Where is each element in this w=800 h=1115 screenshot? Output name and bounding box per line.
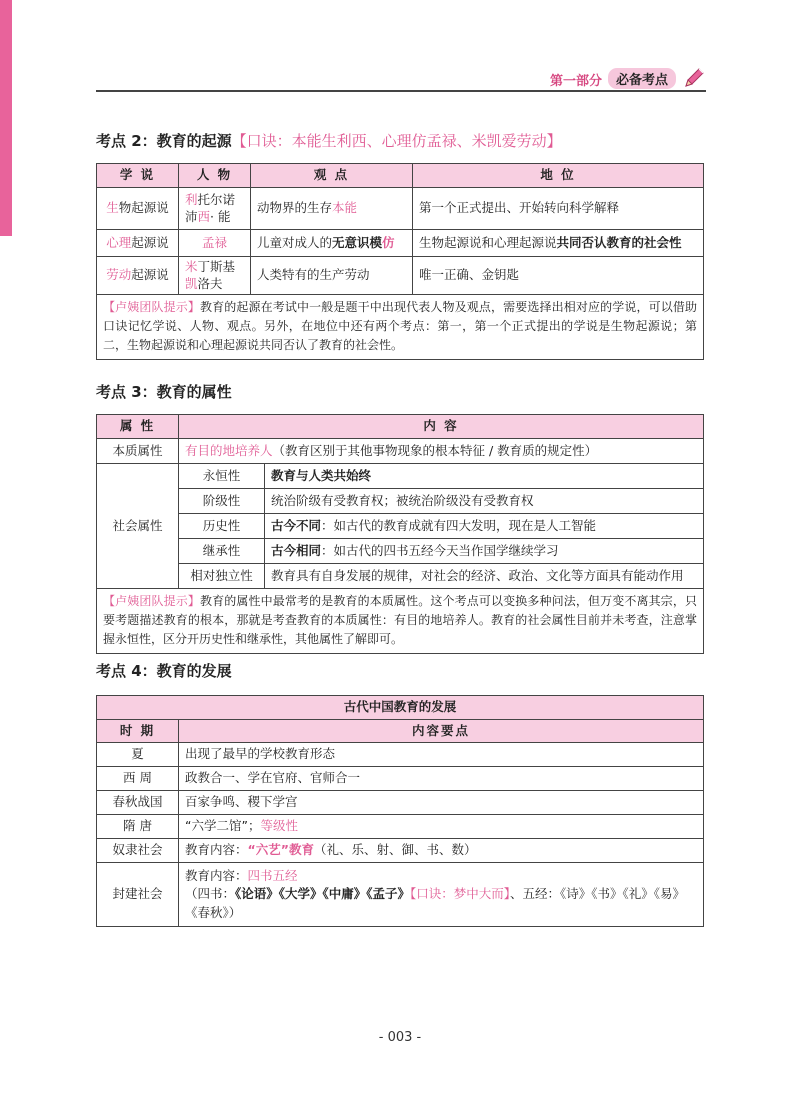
col-header: 学 说: [97, 164, 179, 188]
attribute-label: 本质属性: [97, 439, 179, 464]
table-row: [97, 743, 704, 767]
tip-row: [97, 295, 704, 360]
period-cell: 奴隶社会: [97, 839, 179, 863]
table-header-row: [97, 720, 704, 743]
origin-table: [96, 163, 704, 360]
sub-attribute: 历史性: [179, 514, 265, 539]
period-cell: 封建社会: [97, 863, 179, 927]
person-cell: 米丁斯基 凯洛夫: [179, 257, 251, 295]
col-header: 地 位: [413, 164, 704, 188]
section-3-title: 考点 3：教育的属性: [96, 383, 232, 401]
table-row: [97, 188, 704, 230]
table-row: [97, 767, 704, 791]
development-table: [96, 695, 704, 927]
table-row: [97, 489, 704, 514]
sub-attribute: 相对独立性: [179, 564, 265, 589]
header-badge: 必备考点: [608, 68, 676, 89]
col-header: 时 期: [97, 720, 179, 743]
table-row: [97, 464, 704, 489]
tip-tag: 【卢姨团队提示】: [103, 594, 200, 608]
attribute-content: 教育与人类共始终: [265, 464, 704, 489]
side-tab-marker: [0, 0, 12, 236]
attribute-label: 社会属性: [97, 464, 179, 589]
section-4-title: 考点 4：教育的发展: [96, 662, 232, 680]
col-header: 内容要点: [179, 720, 704, 743]
table-row: [97, 791, 704, 815]
status-cell: 生物起源说和心理起源说共同否认教育的社会性: [413, 230, 704, 257]
attribute-content: 古今不同：如古代的教育成就有四大发明，现在是人工智能: [265, 514, 704, 539]
attribute-content: 古今相同：如古代的四书五经今天当作国学继续学习: [265, 539, 704, 564]
content-cell: 教育内容：四书五经 （四书：《论语》《大学》《中庸》《孟子》【口诀：梦中大而】、五经：《诗》《书》《礼》《易》 《春秋》）: [179, 863, 704, 927]
table-row: [97, 863, 704, 927]
table-row: [97, 815, 704, 839]
tip-row: [97, 589, 704, 654]
attribute-content: 有目的地培养人（教育区别于其他事物现象的根本特征 / 教育质的规定性）: [179, 439, 704, 464]
header-rule: [96, 90, 706, 92]
col-header: 内 容: [179, 415, 704, 439]
col-header: 属 性: [97, 415, 179, 439]
header-part: 第一部分: [549, 74, 602, 89]
tip-cell: [97, 589, 704, 654]
period-cell: 西 周: [97, 767, 179, 791]
section-2-title: 考点 2：教育的起源【口诀：本能生利西、心理仿孟禄、米凯爱劳动】: [96, 132, 562, 150]
col-header: 观 点: [251, 164, 413, 188]
period-cell: 隋 唐: [97, 815, 179, 839]
content-cell: 百家争鸣、稷下学宫: [179, 791, 704, 815]
pencil-icon: [682, 66, 706, 90]
table-caption-row: [97, 696, 704, 720]
tip-text: 教育的起源在考试中一般是题干中出现代表人物及观点，需要选择出相对应的学说，可以借助口诀记忆学说、人物、观点。另外，在地位中还有两个考点：第一，第一个正式提出的学说是生物起源说；第二，生物起源说和心理起源说共同否认了教育的社会性。: [103, 300, 697, 353]
table-row: [97, 839, 704, 863]
content-cell: “六学二馆”；等级性: [179, 815, 704, 839]
page-number: - 003 -: [378, 1030, 422, 1045]
content-cell: 教育内容：“六艺”教育（礼、乐、射、御、书、数）: [179, 839, 704, 863]
view-cell: 儿童对成人的无意识模仿: [251, 230, 413, 257]
status-cell: 第一个正式提出、开始转向科学解释: [413, 188, 704, 230]
person-cell: 利托尔诺 沛西· 能: [179, 188, 251, 230]
period-cell: 夏: [97, 743, 179, 767]
sub-attribute: 继承性: [179, 539, 265, 564]
section-2-mnemonic: 【口诀：本能生利西、心理仿孟禄、米凯爱劳动】: [231, 132, 562, 150]
content-cell: 政教合一、学在官府、官师合一: [179, 767, 704, 791]
col-header: 人 物: [179, 164, 251, 188]
tip-text: 教育的属性中最常考的是教育的本质属性。这个考点可以变换多种问法，但万变不离其宗，只要考题描述教育的根本，那就是考查教育的本质属性：有目的地培养人。教育的社会属性目前并未考查，注意掌握永恒性，区分开历史性和继承性，其他属性了解即可。: [103, 594, 698, 647]
attribute-content: 统治阶级有受教育权；被统治阶级没有受教育权: [265, 489, 704, 514]
theory-cell: 劳动起源说: [97, 257, 179, 295]
table-header-row: [97, 164, 704, 188]
period-cell: 春秋战国: [97, 791, 179, 815]
sub-attribute: 阶级性: [179, 489, 265, 514]
table-row: [97, 230, 704, 257]
table-row: [97, 257, 704, 295]
table-row: [97, 439, 704, 464]
table-header-row: [97, 415, 704, 439]
status-cell: 唯一正确、金钥匙: [413, 257, 704, 295]
tip-cell: [97, 295, 704, 360]
table-row: [97, 514, 704, 539]
table-row: [97, 539, 704, 564]
person-cell: 孟禄: [179, 230, 251, 257]
content-cell: 出现了最早的学校教育形态: [179, 743, 704, 767]
view-cell: 人类特有的生产劳动: [251, 257, 413, 295]
theory-cell: 生物起源说: [97, 188, 179, 230]
attribute-table: [96, 414, 704, 654]
table-title: 古代中国教育的发展: [97, 696, 704, 720]
view-cell: 动物界的生存本能: [251, 188, 413, 230]
running-header: [96, 66, 706, 90]
theory-cell: 心理起源说: [97, 230, 179, 257]
tip-tag: 【卢姨团队提示】: [103, 300, 200, 314]
attribute-content: 教育具有自身发展的规律，对社会的经济、政治、文化等方面具有能动作用: [265, 564, 704, 589]
table-row: [97, 564, 704, 589]
sub-attribute: 永恒性: [179, 464, 265, 489]
